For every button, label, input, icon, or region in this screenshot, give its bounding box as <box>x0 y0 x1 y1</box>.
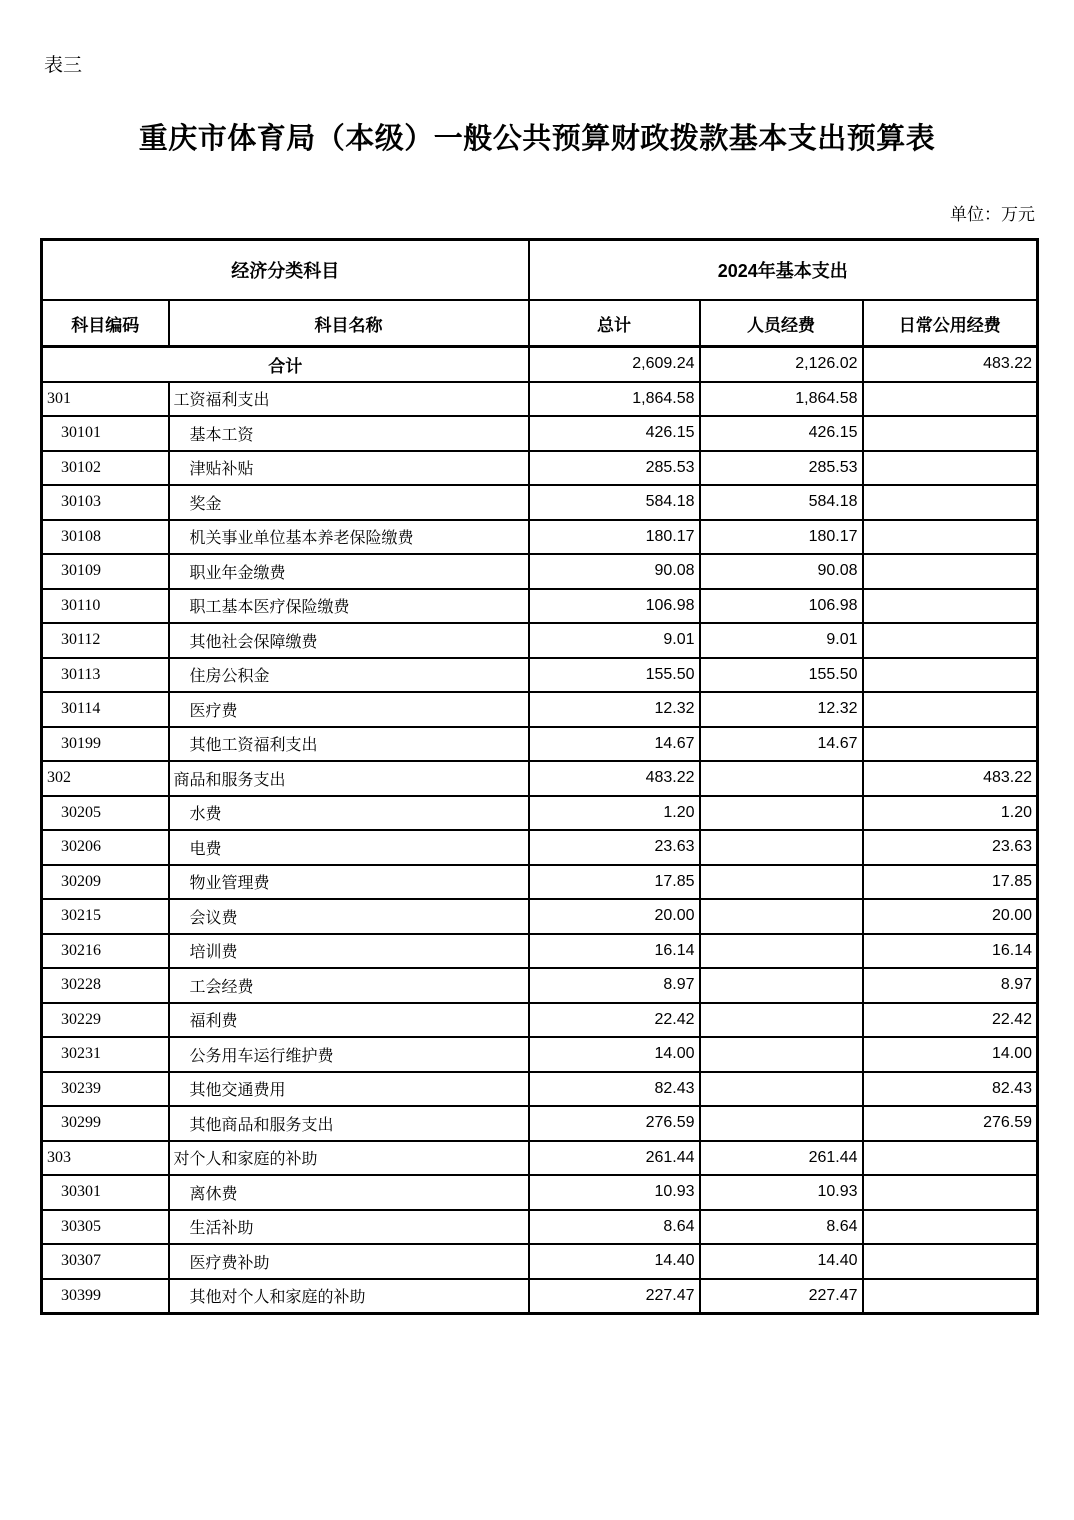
cell-personnel <box>700 1072 863 1107</box>
cell-total: 14.40 <box>529 1244 700 1279</box>
cell-name: 电费 <box>169 830 529 865</box>
cell-code: 30305 <box>42 1210 169 1245</box>
header-group-row <box>42 240 1038 301</box>
cell-code: 30239 <box>42 1072 169 1107</box>
cell-total: 276.59 <box>529 1106 700 1141</box>
cell-code: 30215 <box>42 899 169 934</box>
cell-code: 30101 <box>42 416 169 451</box>
unit-note: 单位：万元 <box>950 205 1035 224</box>
cell-name: 其他交通费用 <box>169 1072 529 1107</box>
cell-code: 30216 <box>42 934 169 969</box>
header-subject-name: 科目名称 <box>169 300 529 347</box>
cell-daily <box>863 692 1038 727</box>
cell-total: 17.85 <box>529 865 700 900</box>
cell-code: 30109 <box>42 554 169 589</box>
cell-personnel: 426.15 <box>700 416 863 451</box>
cell-name: 对个人和家庭的补助 <box>169 1141 529 1176</box>
cell-total: 90.08 <box>529 554 700 589</box>
cell-code: 30110 <box>42 589 169 624</box>
cell-daily <box>863 1210 1038 1245</box>
cell-name: 职业年金缴费 <box>169 554 529 589</box>
cell-name: 其他工资福利支出 <box>169 727 529 762</box>
table-row <box>42 589 1038 624</box>
cell-name: 其他社会保障缴费 <box>169 623 529 658</box>
cell-daily <box>863 1244 1038 1279</box>
table-row <box>42 658 1038 693</box>
cell-personnel: 227.47 <box>700 1279 863 1314</box>
cell-personnel: 14.67 <box>700 727 863 762</box>
cell-total: 2,609.24 <box>529 347 700 382</box>
cell-code: 30102 <box>42 451 169 486</box>
table-row <box>42 554 1038 589</box>
table-number-label: 表三 <box>44 55 83 76</box>
cell-total: 483.22 <box>529 761 700 796</box>
table-row <box>42 830 1038 865</box>
cell-personnel <box>700 1003 863 1038</box>
cell-name: 生活补助 <box>169 1210 529 1245</box>
cell-daily: 276.59 <box>863 1106 1038 1141</box>
cell-code: 30299 <box>42 1106 169 1141</box>
cell-total: 22.42 <box>529 1003 700 1038</box>
cell-daily: 8.97 <box>863 968 1038 1003</box>
cell-total: 261.44 <box>529 1141 700 1176</box>
cell-total: 8.97 <box>529 968 700 1003</box>
cell-code: 30307 <box>42 1244 169 1279</box>
cell-total: 9.01 <box>529 623 700 658</box>
cell-total: 14.67 <box>529 727 700 762</box>
cell-daily: 22.42 <box>863 1003 1038 1038</box>
cell-name: 水费 <box>169 796 529 831</box>
cell-name: 其他对个人和家庭的补助 <box>169 1279 529 1314</box>
table-row <box>42 485 1038 520</box>
cell-daily <box>863 451 1038 486</box>
cell-name: 奖金 <box>169 485 529 520</box>
cell-total: 20.00 <box>529 899 700 934</box>
cell-name: 医疗费补助 <box>169 1244 529 1279</box>
cell-code: 30199 <box>42 727 169 762</box>
cell-total-label: 合计 <box>42 347 529 382</box>
cell-daily <box>863 382 1038 417</box>
cell-code: 30301 <box>42 1175 169 1210</box>
cell-name: 培训费 <box>169 934 529 969</box>
cell-total: 12.32 <box>529 692 700 727</box>
cell-name: 商品和服务支出 <box>169 761 529 796</box>
cell-name: 职工基本医疗保险缴费 <box>169 589 529 624</box>
cell-code: 30103 <box>42 485 169 520</box>
header-columns-row <box>42 300 1038 347</box>
cell-name: 离休费 <box>169 1175 529 1210</box>
cell-daily <box>863 520 1038 555</box>
cell-name: 其他商品和服务支出 <box>169 1106 529 1141</box>
cell-personnel <box>700 830 863 865</box>
header-personnel-funds: 人员经费 <box>700 300 863 347</box>
cell-daily: 16.14 <box>863 934 1038 969</box>
cell-code: 30399 <box>42 1279 169 1314</box>
cell-personnel <box>700 1106 863 1141</box>
cell-personnel: 261.44 <box>700 1141 863 1176</box>
table-row <box>42 761 1038 796</box>
cell-personnel <box>700 934 863 969</box>
cell-daily <box>863 1175 1038 1210</box>
cell-personnel <box>700 1037 863 1072</box>
table-row <box>42 382 1038 417</box>
table-row <box>42 968 1038 1003</box>
cell-name: 工资福利支出 <box>169 382 529 417</box>
cell-total: 155.50 <box>529 658 700 693</box>
cell-personnel <box>700 968 863 1003</box>
table-row <box>42 899 1038 934</box>
cell-name: 住房公积金 <box>169 658 529 693</box>
cell-total: 285.53 <box>529 451 700 486</box>
cell-code: 30209 <box>42 865 169 900</box>
header-daily-public-funds: 日常公用经费 <box>863 300 1038 347</box>
cell-personnel <box>700 865 863 900</box>
cell-total: 426.15 <box>529 416 700 451</box>
cell-daily <box>863 623 1038 658</box>
cell-daily <box>863 416 1038 451</box>
cell-daily: 20.00 <box>863 899 1038 934</box>
cell-name: 工会经费 <box>169 968 529 1003</box>
cell-daily <box>863 554 1038 589</box>
table-row <box>42 1037 1038 1072</box>
cell-personnel: 2,126.02 <box>700 347 863 382</box>
cell-personnel: 9.01 <box>700 623 863 658</box>
cell-personnel <box>700 761 863 796</box>
cell-name: 基本工资 <box>169 416 529 451</box>
table-body <box>42 347 1038 1314</box>
cell-name: 福利费 <box>169 1003 529 1038</box>
cell-personnel <box>700 796 863 831</box>
cell-personnel: 180.17 <box>700 520 863 555</box>
cell-personnel: 584.18 <box>700 485 863 520</box>
cell-code: 30113 <box>42 658 169 693</box>
cell-personnel: 106.98 <box>700 589 863 624</box>
grand-total-row <box>42 347 1038 382</box>
cell-daily: 483.22 <box>863 347 1038 382</box>
cell-personnel: 155.50 <box>700 658 863 693</box>
cell-total: 1,864.58 <box>529 382 700 417</box>
cell-name: 公务用车运行维护费 <box>169 1037 529 1072</box>
cell-daily: 14.00 <box>863 1037 1038 1072</box>
cell-personnel <box>700 899 863 934</box>
table-row <box>42 727 1038 762</box>
cell-daily <box>863 1141 1038 1176</box>
cell-daily <box>863 727 1038 762</box>
table-row <box>42 1210 1038 1245</box>
cell-daily: 82.43 <box>863 1072 1038 1107</box>
cell-code: 30229 <box>42 1003 169 1038</box>
table-header <box>42 240 1038 347</box>
cell-code: 302 <box>42 761 169 796</box>
cell-personnel: 90.08 <box>700 554 863 589</box>
cell-total: 227.47 <box>529 1279 700 1314</box>
cell-total: 8.64 <box>529 1210 700 1245</box>
table-row <box>42 1072 1038 1107</box>
cell-daily: 483.22 <box>863 761 1038 796</box>
cell-code: 301 <box>42 382 169 417</box>
cell-daily <box>863 485 1038 520</box>
budget-table <box>40 238 1039 1315</box>
cell-total: 1.20 <box>529 796 700 831</box>
table-row <box>42 692 1038 727</box>
cell-name: 津贴补贴 <box>169 451 529 486</box>
header-2024-basic-expenditure: 2024年基本支出 <box>529 240 1038 301</box>
header-economic-classification: 经济分类科目 <box>42 240 529 301</box>
page-title: 重庆市体育局（本级）一般公共预算财政拨款基本支出预算表 <box>138 123 936 155</box>
cell-total: 180.17 <box>529 520 700 555</box>
table-row <box>42 1175 1038 1210</box>
cell-daily <box>863 589 1038 624</box>
cell-code: 30231 <box>42 1037 169 1072</box>
cell-personnel: 12.32 <box>700 692 863 727</box>
table-row <box>42 416 1038 451</box>
cell-name: 机关事业单位基本养老保险缴费 <box>169 520 529 555</box>
cell-name: 会议费 <box>169 899 529 934</box>
table-row <box>42 451 1038 486</box>
table-row <box>42 1279 1038 1314</box>
table-row <box>42 1244 1038 1279</box>
table-row <box>42 623 1038 658</box>
table-row <box>42 796 1038 831</box>
cell-name: 物业管理费 <box>169 865 529 900</box>
header-total: 总计 <box>529 300 700 347</box>
cell-code: 303 <box>42 1141 169 1176</box>
cell-daily: 23.63 <box>863 830 1038 865</box>
table-row <box>42 1141 1038 1176</box>
table-row <box>42 1106 1038 1141</box>
table-row <box>42 865 1038 900</box>
cell-total: 82.43 <box>529 1072 700 1107</box>
cell-name: 医疗费 <box>169 692 529 727</box>
cell-code: 30205 <box>42 796 169 831</box>
table-row <box>42 520 1038 555</box>
cell-code: 30108 <box>42 520 169 555</box>
header-subject-code: 科目编码 <box>42 300 169 347</box>
cell-total: 10.93 <box>529 1175 700 1210</box>
cell-personnel: 285.53 <box>700 451 863 486</box>
cell-personnel: 14.40 <box>700 1244 863 1279</box>
cell-personnel: 10.93 <box>700 1175 863 1210</box>
cell-daily: 1.20 <box>863 796 1038 831</box>
cell-total: 16.14 <box>529 934 700 969</box>
cell-total: 106.98 <box>529 589 700 624</box>
cell-code: 30112 <box>42 623 169 658</box>
table-row <box>42 934 1038 969</box>
cell-daily <box>863 1279 1038 1314</box>
cell-total: 584.18 <box>529 485 700 520</box>
cell-code: 30114 <box>42 692 169 727</box>
cell-total: 14.00 <box>529 1037 700 1072</box>
cell-total: 23.63 <box>529 830 700 865</box>
cell-daily: 17.85 <box>863 865 1038 900</box>
cell-code: 30228 <box>42 968 169 1003</box>
cell-personnel: 1,864.58 <box>700 382 863 417</box>
table-row <box>42 1003 1038 1038</box>
cell-code: 30206 <box>42 830 169 865</box>
cell-personnel: 8.64 <box>700 1210 863 1245</box>
cell-daily <box>863 658 1038 693</box>
